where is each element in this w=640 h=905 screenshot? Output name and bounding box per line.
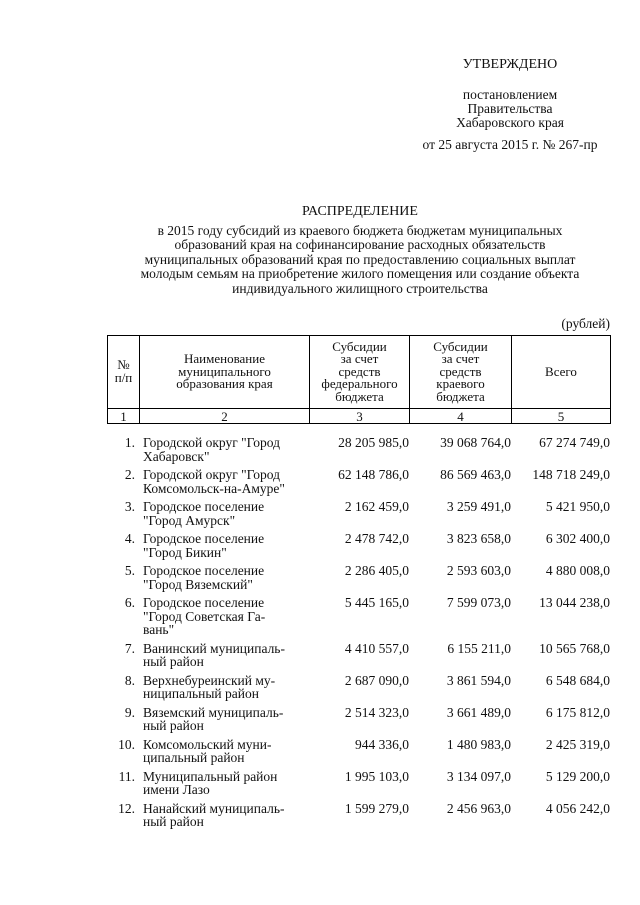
- heading-line: в 2015 году субсидий из краевого бюджета бюджетам муниципальных: [157, 222, 563, 238]
- row-number: 11.: [118, 768, 135, 784]
- row-number: 10.: [118, 736, 135, 752]
- table-row: [107, 468, 610, 495]
- approval-line: Хабаровского края: [456, 115, 564, 130]
- row-number: 4.: [124, 531, 135, 546]
- municipality-name: [139, 802, 309, 829]
- municipality-name: [139, 706, 309, 733]
- total-amount: 5 421 950,0: [545, 499, 610, 514]
- municipality-name-line: Городское поселение: [143, 563, 265, 578]
- column-number: 5: [512, 409, 611, 424]
- total-amount: 10 565 768,0: [539, 640, 610, 656]
- row-number: 6.: [124, 595, 135, 610]
- municipality-name-line: ный район: [143, 814, 204, 829]
- column-header-line: п/п: [114, 370, 133, 385]
- regional-subsidy: 6 155 211,0: [447, 640, 511, 656]
- municipality-name-line: Ванинский муниципаль-: [143, 640, 285, 656]
- federal-subsidy: 5 445 165,0: [344, 595, 409, 610]
- heading-line: образований края на софинансирование расходных обязательств: [174, 237, 546, 253]
- column-header: [310, 336, 410, 409]
- regional-subsidy: 7 599 073,0: [446, 595, 511, 610]
- municipality-name: [139, 674, 309, 701]
- row-number: 3.: [124, 499, 135, 514]
- municipality-name-line: "Город Советская Га-: [143, 608, 266, 624]
- column-header-line: муниципального: [178, 363, 271, 379]
- municipality-name: [139, 564, 309, 591]
- column-header-line: бюджета: [436, 388, 485, 404]
- row-number: 8.: [124, 672, 135, 688]
- heading-line: муниципальных образований края по предоставлению социальных выплат: [144, 251, 576, 267]
- municipality-name-line: Комсомольский муни-: [143, 736, 272, 752]
- federal-subsidy: 2 687 090,0: [344, 672, 409, 688]
- regional-subsidy: 39 068 764,0: [440, 435, 511, 450]
- regional-subsidy: 3 134 097,0: [446, 768, 511, 784]
- row-number: 1.: [124, 435, 135, 450]
- municipality-name: [139, 436, 309, 463]
- total-amount: 6 548 684,0: [545, 672, 610, 688]
- total-amount: 6 302 400,0: [545, 531, 610, 546]
- federal-subsidy: 28 205 985,0: [338, 435, 409, 450]
- table-row: [107, 738, 610, 765]
- column-header-line: за счет: [441, 351, 480, 367]
- row-number: 5.: [124, 563, 135, 578]
- column-header-line: образования края: [176, 376, 273, 392]
- municipality-name-line: Городской округ "Город: [143, 435, 280, 450]
- total-amount: 4 880 008,0: [545, 563, 610, 578]
- document-heading: [100, 205, 620, 297]
- municipality-name-line: "Город Амурск": [143, 512, 236, 528]
- municipality-name-line: Нанайский муниципаль-: [143, 800, 285, 816]
- column-number: 1: [108, 409, 140, 424]
- regional-subsidy: 3 823 658,0: [446, 531, 511, 546]
- table-row: [107, 802, 610, 829]
- municipality-name-line: ципальный район: [143, 750, 245, 765]
- municipality-name: [139, 770, 309, 797]
- municipality-name: [139, 468, 309, 495]
- municipality-name: [139, 500, 309, 527]
- regional-subsidy: 1 480 983,0: [446, 736, 511, 752]
- table-row: [107, 500, 610, 527]
- column-header-line: средств: [338, 363, 381, 379]
- column-header-line: федерального: [321, 376, 398, 392]
- regional-subsidy: 3 661 489,0: [446, 704, 511, 720]
- column-header-line: Субсидии: [332, 338, 387, 354]
- municipality-name: [139, 532, 309, 559]
- federal-subsidy: 944 336,0: [355, 736, 409, 752]
- federal-subsidy: 1 599 279,0: [344, 800, 409, 816]
- municipality-name-line: Муниципальный район: [143, 768, 278, 784]
- approval-line: постановлением: [462, 87, 558, 102]
- regional-subsidy: 86 569 463,0: [440, 467, 511, 482]
- municipality-name-line: Хабаровск": [143, 448, 210, 464]
- federal-subsidy: 2 286 405,0: [344, 563, 409, 578]
- table-row: [107, 706, 610, 733]
- column-header-line: Всего: [545, 363, 577, 379]
- federal-subsidy: 2 514 323,0: [344, 704, 409, 720]
- municipality-name-line: "Город Бикин": [143, 544, 227, 560]
- row-number: 12.: [118, 800, 135, 816]
- column-header: [410, 336, 512, 409]
- municipality-name-line: имени Лазо: [143, 782, 210, 797]
- approval-title: УТВЕРЖДЕНО: [462, 57, 558, 72]
- municipality-name-line: "Город Вяземский": [143, 576, 253, 592]
- federal-subsidy: 1 995 103,0: [344, 768, 409, 784]
- table-row: [107, 436, 610, 463]
- column-header: [140, 336, 310, 409]
- table-row: [107, 596, 610, 637]
- document-title: РАСПРЕДЕЛЕНИЕ: [302, 204, 418, 219]
- municipality-name-line: ниципальный район: [143, 686, 259, 701]
- federal-subsidy: 62 148 786,0: [338, 467, 409, 482]
- column-number: 3: [310, 409, 410, 424]
- column-header-line: Наименование: [184, 351, 265, 367]
- column-header-line: за счет: [340, 351, 379, 367]
- table-row: [107, 642, 610, 669]
- column-number: 2: [140, 409, 310, 424]
- municipality-name-line: вань": [143, 622, 175, 637]
- municipality-name: [139, 642, 309, 669]
- regional-subsidy: 3 861 594,0: [446, 672, 511, 688]
- heading-line: молодым семьям на приобретение жилого помещения или создание объекта: [140, 266, 580, 282]
- total-amount: 4 056 242,0: [545, 800, 610, 816]
- table-body: [107, 436, 610, 834]
- municipality-name: [139, 596, 309, 637]
- column-header-line: №: [117, 357, 130, 373]
- approval-line: Правительства: [467, 101, 553, 116]
- table-header: [107, 335, 611, 424]
- total-amount: 6 175 812,0: [545, 704, 610, 720]
- federal-subsidy: 2 478 742,0: [344, 531, 409, 546]
- row-number: 9.: [124, 704, 135, 720]
- municipality-name-line: Комсомольск-на-Амуре": [143, 480, 285, 496]
- unit-label: (рублей): [561, 316, 610, 331]
- municipality-name-line: Вяземский муниципаль-: [143, 704, 284, 720]
- municipality-name-line: ный район: [143, 718, 204, 733]
- row-number: 7.: [124, 640, 135, 656]
- municipality-name-line: Городское поселение: [143, 499, 265, 514]
- total-amount: 13 044 238,0: [539, 595, 610, 610]
- municipality-name-line: Городское поселение: [143, 595, 265, 610]
- column-header-line: краевого: [436, 376, 485, 392]
- regional-subsidy: 2 593 603,0: [446, 563, 511, 578]
- table-row: [107, 770, 610, 797]
- municipality-name-line: Городское поселение: [143, 531, 265, 546]
- column-header-line: бюджета: [335, 388, 384, 404]
- federal-subsidy: 4 410 557,0: [344, 640, 409, 656]
- total-amount: 5 129 200,0: [545, 768, 610, 784]
- table-row: [107, 532, 610, 559]
- municipality-name-line: Верхнебуреинский му-: [143, 672, 276, 688]
- municipality-name: [139, 738, 309, 765]
- column-header-line: Субсидии: [433, 338, 488, 354]
- federal-subsidy: 2 162 459,0: [344, 499, 409, 514]
- table-row: [107, 674, 610, 701]
- column-header: [512, 336, 611, 409]
- heading-line: индивидуального жилищного строительства: [232, 280, 488, 296]
- total-amount: 148 718 249,0: [532, 467, 610, 482]
- approval-block: [380, 58, 640, 152]
- municipality-name-line: Городской округ "Город: [143, 467, 280, 482]
- regional-subsidy: 2 456 963,0: [446, 800, 511, 816]
- total-amount: 2 425 319,0: [545, 736, 610, 752]
- column-header: [108, 336, 140, 409]
- approval-date: от 25 августа 2015 г. № 267-пр: [422, 137, 598, 152]
- table-row: [107, 564, 610, 591]
- row-number: 2.: [124, 467, 135, 482]
- column-header-line: средств: [439, 363, 482, 379]
- column-number: 4: [410, 409, 512, 424]
- regional-subsidy: 3 259 491,0: [446, 499, 511, 514]
- municipality-name-line: ный район: [143, 654, 204, 669]
- total-amount: 67 274 749,0: [539, 435, 610, 450]
